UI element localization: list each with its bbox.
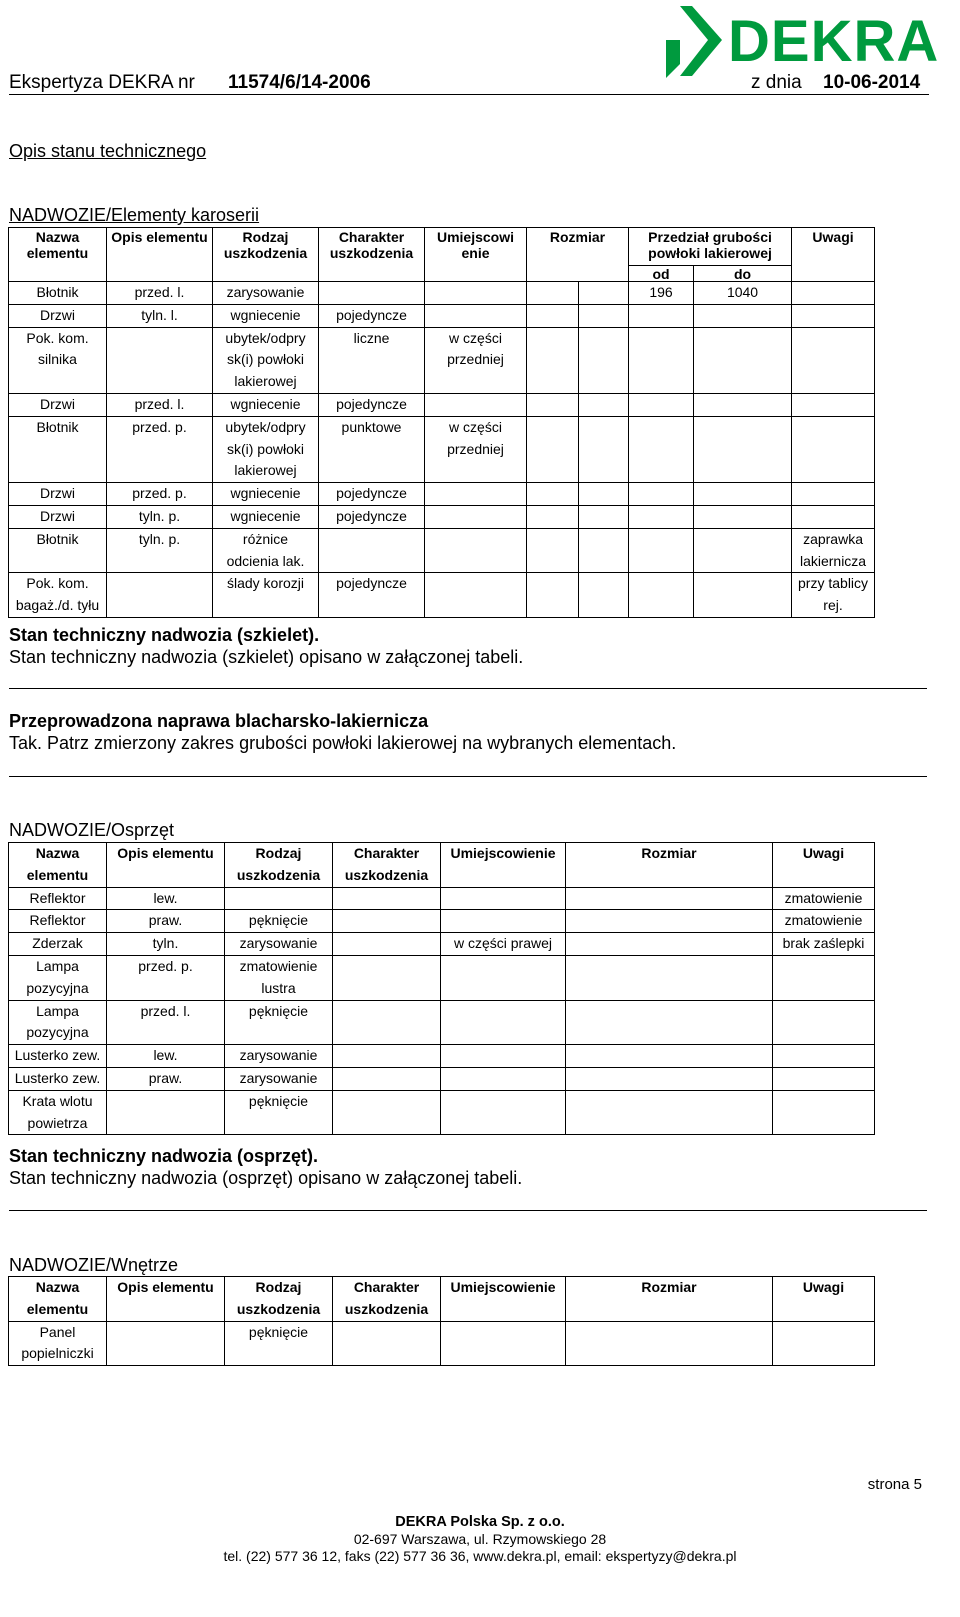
table-row xyxy=(9,505,875,528)
cell-nazwa: Drzwi xyxy=(9,483,107,506)
frame-state-text: Stan techniczny nadwozia (szkielet) opisano w załączonej tabeli. xyxy=(9,647,524,667)
cell-opis: przed. l. xyxy=(107,282,213,305)
cell-rodzaj: zarysowanie xyxy=(225,1067,333,1090)
cell-umiejsc xyxy=(425,573,527,618)
cell-rozmiar xyxy=(566,1067,773,1090)
footer-company: DEKRA Polska Sp. z o.o. xyxy=(395,1514,565,1530)
cell-charakter xyxy=(333,1045,441,1068)
col-header-opis: Opis elementu xyxy=(107,843,225,888)
cell-umiejsc xyxy=(425,483,527,506)
table-row xyxy=(9,393,875,416)
cell-uwagi xyxy=(773,1321,875,1366)
cell-charakter: pojedyncze xyxy=(319,304,425,327)
col-header-charakter: Charakter uszkodzenia xyxy=(333,1277,441,1322)
cell-nazwa: Panel popielniczki xyxy=(9,1321,107,1366)
cell-nazwa: Drzwi xyxy=(9,304,107,327)
cell-rodzaj: zarysowanie xyxy=(213,282,319,305)
cell-umiejsc xyxy=(441,910,566,933)
cell-rodzaj: pęknięcie xyxy=(225,1321,333,1366)
dekra-arrow-icon xyxy=(666,6,728,80)
cell-charakter: pojedyncze xyxy=(319,483,425,506)
cell-umiejsc: w części przedniej xyxy=(425,327,527,393)
cell-umiejsc xyxy=(441,887,566,910)
cell-rodzaj: wgniecenie xyxy=(213,304,319,327)
cell-uwagi xyxy=(792,327,875,393)
cell-opis: praw. xyxy=(107,1067,225,1090)
cell-rozmiar2 xyxy=(579,416,629,482)
cell-rozmiar2 xyxy=(579,393,629,416)
table-row xyxy=(9,416,875,482)
col-header-umiejscowienie: Umiejscowi enie xyxy=(425,228,527,282)
footer-address: 02-697 Warszawa, ul. Rzymowskiego 28 xyxy=(353,1531,607,1547)
cell-rodzaj: pęknięcie xyxy=(225,1000,333,1045)
cell-rozmiar xyxy=(566,955,773,1000)
cell-opis: tyln. l. xyxy=(107,304,213,327)
cell-do xyxy=(694,528,792,573)
cell-od xyxy=(629,528,694,573)
cell-nazwa: Drzwi xyxy=(9,393,107,416)
col-header-opis: Opis elementu xyxy=(107,1277,225,1322)
dekra-logo xyxy=(666,6,940,80)
cell-rozmiar xyxy=(566,887,773,910)
cell-opis: praw. xyxy=(107,910,225,933)
cell-charakter: pojedyncze xyxy=(319,393,425,416)
col-header-rodzaj: Rodzaj uszkodzenia xyxy=(213,228,319,282)
cell-rodzaj: zarysowanie xyxy=(225,1045,333,1068)
cell-rodzaj: pęknięcie xyxy=(225,1090,333,1135)
cell-opis: przed. l. xyxy=(107,393,213,416)
table-row xyxy=(9,528,875,573)
cell-charakter xyxy=(333,1321,441,1366)
cell-uwagi xyxy=(792,483,875,506)
cell-rozmiar xyxy=(527,483,579,506)
col-header-rozmiar: Rozmiar xyxy=(527,228,629,282)
document-header xyxy=(9,72,929,95)
cell-charakter: punktowe xyxy=(319,416,425,482)
cell-od xyxy=(629,573,694,618)
divider xyxy=(9,688,927,689)
cell-uwagi xyxy=(773,955,875,1000)
cell-opis: przed. p. xyxy=(107,416,213,482)
cell-rodzaj: zarysowanie xyxy=(225,933,333,956)
table-row xyxy=(9,282,875,305)
cell-nazwa: Błotnik xyxy=(9,282,107,305)
cell-umiejsc xyxy=(441,1321,566,1366)
page-number: strona 5 xyxy=(867,1476,922,1493)
body-section-title: NADWOZIE/Elementy karoserii xyxy=(9,205,260,225)
cell-nazwa: Pok. kom. bagaż./d. tyłu xyxy=(9,573,107,618)
cell-od xyxy=(629,327,694,393)
cell-charakter xyxy=(333,887,441,910)
cell-rodzaj: ślady korozji xyxy=(213,573,319,618)
cell-rodzaj: różnice odcienia lak. xyxy=(213,528,319,573)
fittings-state-title: Stan techniczny nadwozia (osprzęt). xyxy=(9,1146,319,1166)
fittings-table xyxy=(8,842,875,1135)
cell-umiejsc xyxy=(425,393,527,416)
cell-uwagi xyxy=(773,1067,875,1090)
cell-do xyxy=(694,483,792,506)
cell-rozmiar xyxy=(566,1045,773,1068)
cell-rozmiar xyxy=(527,528,579,573)
table-row xyxy=(9,955,875,1000)
logo-text: DEKRA xyxy=(728,9,940,74)
cell-umiejsc xyxy=(425,304,527,327)
cell-rozmiar2 xyxy=(579,528,629,573)
cell-rozmiar xyxy=(566,1090,773,1135)
cell-rodzaj: wgniecenie xyxy=(213,393,319,416)
cell-umiejsc xyxy=(441,1045,566,1068)
cell-rodzaj: ubytek/odpry sk(i) powłoki lakierowej xyxy=(213,327,319,393)
cell-charakter xyxy=(333,1090,441,1135)
expertise-number: 11574/6/14-2006 xyxy=(228,72,371,93)
col-header-uwagi: Uwagi xyxy=(792,228,875,282)
col-header-od: od xyxy=(629,266,694,282)
cell-opis: tyln. p. xyxy=(107,505,213,528)
cell-opis xyxy=(107,573,213,618)
cell-nazwa: Pok. kom. silnika xyxy=(9,327,107,393)
cell-do xyxy=(694,393,792,416)
cell-umiejsc xyxy=(441,1067,566,1090)
cell-rozmiar xyxy=(566,1321,773,1366)
cell-rozmiar xyxy=(566,910,773,933)
interior-section-title: NADWOZIE/Wnętrze xyxy=(9,1255,179,1275)
table-row xyxy=(9,933,875,956)
cell-nazwa: Reflektor xyxy=(9,910,107,933)
cell-rozmiar xyxy=(527,505,579,528)
divider xyxy=(9,1210,927,1211)
cell-nazwa: Błotnik xyxy=(9,416,107,482)
cell-charakter: pojedyncze xyxy=(319,505,425,528)
cell-do xyxy=(694,416,792,482)
cell-charakter: liczne xyxy=(319,327,425,393)
divider xyxy=(9,776,927,777)
cell-uwagi xyxy=(792,304,875,327)
col-header-rodzaj: Rodzaj uszkodzenia xyxy=(225,1277,333,1322)
cell-opis: przed. p. xyxy=(107,955,225,1000)
cell-uwagi xyxy=(773,1045,875,1068)
col-header-uwagi: Uwagi xyxy=(773,1277,875,1322)
cell-rozmiar xyxy=(527,282,579,305)
cell-umiejsc xyxy=(425,528,527,573)
col-header-rozmiar: Rozmiar xyxy=(566,1277,773,1322)
cell-charakter xyxy=(333,910,441,933)
cell-od xyxy=(629,483,694,506)
date-label: z dnia xyxy=(751,72,802,93)
cell-nazwa: Reflektor xyxy=(9,887,107,910)
cell-charakter xyxy=(333,1000,441,1045)
table-row xyxy=(9,483,875,506)
cell-rodzaj: wgniecenie xyxy=(213,483,319,506)
cell-uwagi xyxy=(773,1000,875,1045)
cell-umiejsc xyxy=(441,1000,566,1045)
cell-umiejsc xyxy=(425,282,527,305)
cell-rozmiar2 xyxy=(579,327,629,393)
table-row xyxy=(9,1321,875,1366)
cell-uwagi xyxy=(792,416,875,482)
cell-rodzaj: ubytek/odpry sk(i) powłoki lakierowej xyxy=(213,416,319,482)
expertise-label: Ekspertyza DEKRA nr xyxy=(9,72,195,93)
cell-do xyxy=(694,573,792,618)
cell-od xyxy=(629,304,694,327)
cell-opis: przed. p. xyxy=(107,483,213,506)
cell-uwagi xyxy=(792,505,875,528)
fittings-section-title: NADWOZIE/Osprzęt xyxy=(9,820,175,840)
repair-text: Tak. Patrz zmierzony zakres grubości powłoki lakierowej na wybranych elementach. xyxy=(9,733,677,753)
cell-opis: tyln. xyxy=(107,933,225,956)
date-value: 10-06-2014 xyxy=(823,72,921,93)
cell-rozmiar xyxy=(527,573,579,618)
cell-uwagi: brak zaślepki xyxy=(773,933,875,956)
col-header-rozmiar: Rozmiar xyxy=(566,843,773,888)
interior-table xyxy=(8,1276,875,1366)
cell-umiejsc xyxy=(425,505,527,528)
cell-do xyxy=(694,505,792,528)
col-header-charakter: Charakter uszkodzenia xyxy=(333,843,441,888)
frame-state-title: Stan techniczny nadwozia (szkielet). xyxy=(9,625,320,645)
col-header-przedzial: Przedział grubości powłoki lakierowej xyxy=(629,228,792,266)
cell-nazwa: Drzwi xyxy=(9,505,107,528)
col-header-opis: Opis elementu xyxy=(107,228,213,282)
cell-nazwa: Krata wlotu powietrza xyxy=(9,1090,107,1135)
cell-opis: tyln. p. xyxy=(107,528,213,573)
cell-rozmiar xyxy=(527,416,579,482)
fittings-state-text: Stan techniczny nadwozia (osprzęt) opisano w załączonej tabeli. xyxy=(9,1168,523,1188)
cell-opis xyxy=(107,327,213,393)
cell-nazwa: Lampa pozycyjna xyxy=(9,1000,107,1045)
cell-uwagi: zmatowienie xyxy=(773,910,875,933)
cell-od xyxy=(629,393,694,416)
table-row xyxy=(9,1067,875,1090)
table-row xyxy=(9,327,875,393)
cell-rodzaj: zmatowienie lustra xyxy=(225,955,333,1000)
table-row xyxy=(9,1045,875,1068)
cell-uwagi xyxy=(792,282,875,305)
cell-nazwa: Lampa pozycyjna xyxy=(9,955,107,1000)
cell-rozmiar xyxy=(566,933,773,956)
cell-od xyxy=(629,416,694,482)
cell-umiejsc: w części prawej xyxy=(441,933,566,956)
cell-rodzaj: wgniecenie xyxy=(213,505,319,528)
cell-uwagi: zaprawka lakiernicza xyxy=(792,528,875,573)
cell-opis: przed. l. xyxy=(107,1000,225,1045)
cell-uwagi: przy tablicy rej. xyxy=(792,573,875,618)
cell-uwagi: zmatowienie xyxy=(773,887,875,910)
cell-do xyxy=(694,327,792,393)
cell-rozmiar xyxy=(566,1000,773,1045)
cell-rozmiar2 xyxy=(579,483,629,506)
cell-rozmiar2 xyxy=(579,282,629,305)
cell-do: 1040 xyxy=(694,282,792,305)
cell-rozmiar xyxy=(527,393,579,416)
cell-charakter xyxy=(319,282,425,305)
cell-nazwa: Zderzak xyxy=(9,933,107,956)
col-header-rodzaj: Rodzaj uszkodzenia xyxy=(225,843,333,888)
cell-opis xyxy=(107,1090,225,1135)
cell-charakter xyxy=(319,528,425,573)
col-header-umiejscowienie: Umiejscowienie xyxy=(441,843,566,888)
cell-od xyxy=(629,505,694,528)
cell-rozmiar2 xyxy=(579,304,629,327)
cell-opis: lew. xyxy=(107,1045,225,1068)
col-header-uwagi: Uwagi xyxy=(773,843,875,888)
col-header-charakter: Charakter uszkodzenia xyxy=(319,228,425,282)
cell-nazwa: Lusterko zew. xyxy=(9,1045,107,1068)
cell-do xyxy=(694,304,792,327)
cell-uwagi xyxy=(773,1090,875,1135)
cell-rodzaj xyxy=(225,887,333,910)
table-row xyxy=(9,1090,875,1135)
page-title: Opis stanu technicznego xyxy=(9,141,207,161)
cell-uwagi xyxy=(792,393,875,416)
cell-rozmiar2 xyxy=(579,505,629,528)
repair-title: Przeprowadzona naprawa blacharsko-lakiernicza xyxy=(9,711,429,731)
cell-charakter: pojedyncze xyxy=(319,573,425,618)
cell-od: 196 xyxy=(629,282,694,305)
cell-charakter xyxy=(333,1067,441,1090)
col-header-umiejscowienie: Umiejscowienie xyxy=(441,1277,566,1322)
col-header-nazwa: Nazwa elementu xyxy=(9,1277,107,1322)
cell-umiejsc: w części przedniej xyxy=(425,416,527,482)
col-header-nazwa: Nazwa elementu xyxy=(9,843,107,888)
cell-opis xyxy=(107,1321,225,1366)
table-row xyxy=(9,573,875,618)
cell-rodzaj: pęknięcie xyxy=(225,910,333,933)
col-header-nazwa: Nazwa elementu xyxy=(9,228,107,282)
table-row xyxy=(9,910,875,933)
col-header-do: do xyxy=(694,266,792,282)
cell-umiejsc xyxy=(441,1090,566,1135)
table-row xyxy=(9,887,875,910)
cell-nazwa: Błotnik xyxy=(9,528,107,573)
cell-rozmiar xyxy=(527,327,579,393)
cell-umiejsc xyxy=(441,955,566,1000)
cell-opis: lew. xyxy=(107,887,225,910)
cell-rozmiar xyxy=(527,304,579,327)
cell-nazwa: Lusterko zew. xyxy=(9,1067,107,1090)
footer-contact: tel. (22) 577 36 12, faks (22) 577 36 36, www.dekra.pl, email: ekspertyzy@dekra.pl xyxy=(223,1548,737,1564)
table-row xyxy=(9,304,875,327)
table-row xyxy=(9,1000,875,1045)
cell-charakter xyxy=(333,955,441,1000)
body-elements-table xyxy=(8,227,875,618)
cell-rozmiar2 xyxy=(579,573,629,618)
cell-charakter xyxy=(333,933,441,956)
